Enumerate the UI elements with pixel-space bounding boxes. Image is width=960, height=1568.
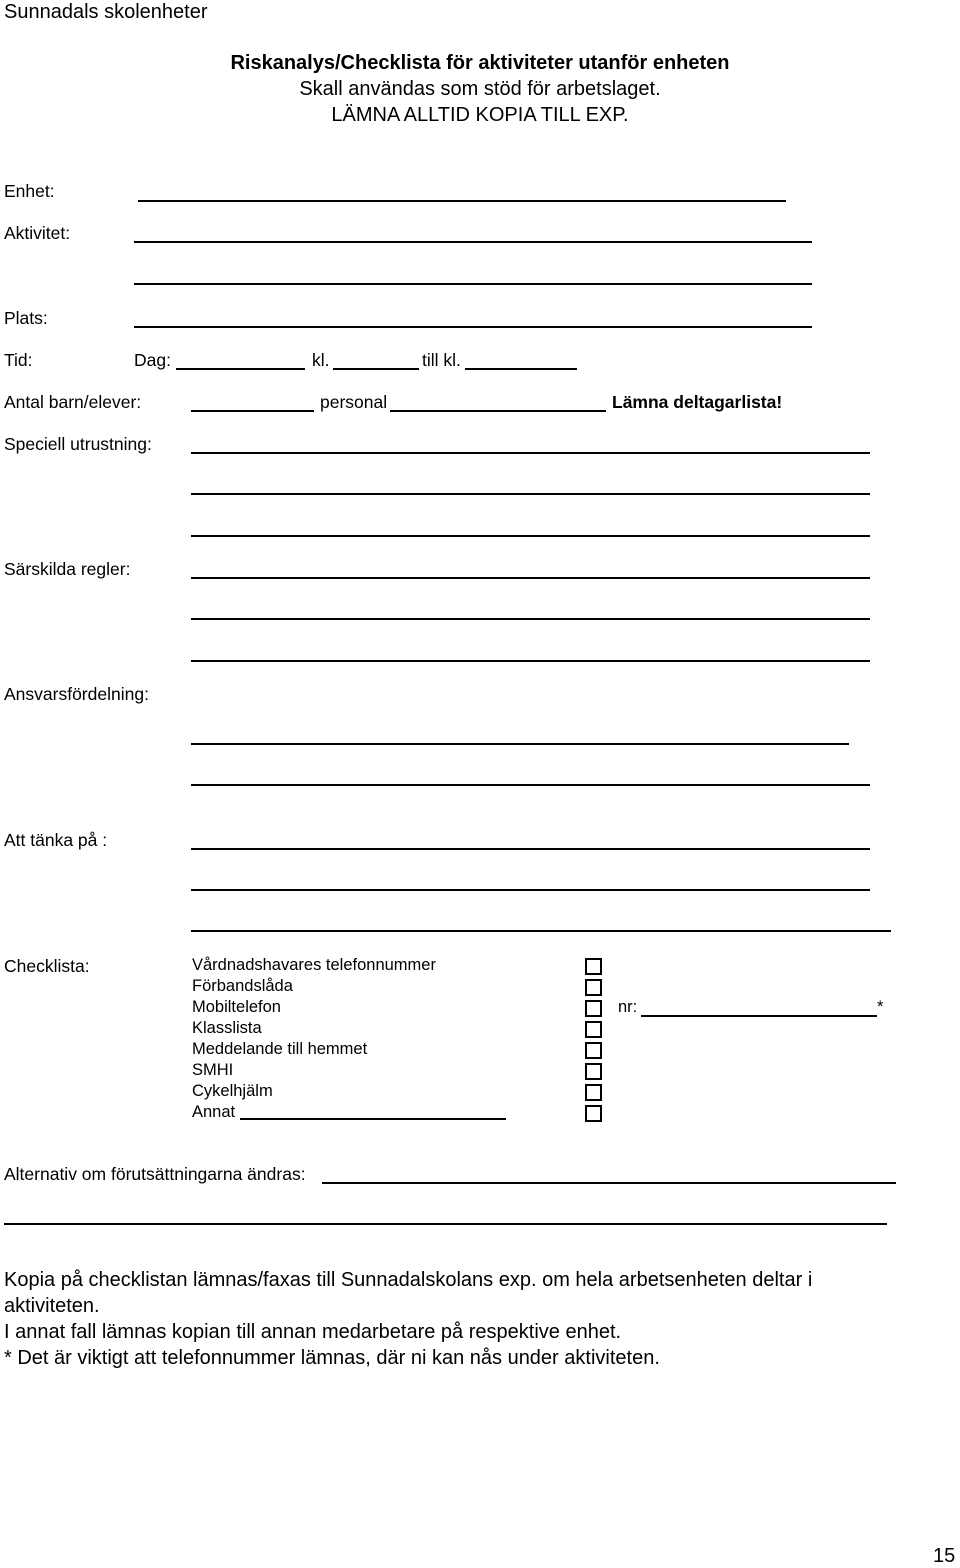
alternativ-label: Alternativ om förutsättningarna ändras:: [4, 1164, 306, 1184]
aktivitet-label: Aktivitet:: [4, 223, 71, 243]
regler-field-3[interactable]: [191, 660, 870, 662]
nr-field[interactable]: [641, 1015, 877, 1017]
ansvar-field-2[interactable]: [191, 784, 870, 786]
dag-field[interactable]: [176, 368, 305, 370]
utrustning-field-1[interactable]: [191, 452, 870, 454]
checklist-item-telefonnummer: Vårdnadshavares telefonnummer: [192, 956, 436, 974]
footer-note-3: I annat fall lämnas kopian till annan medarbetare på respektive enhet.: [4, 1321, 622, 1343]
utrustning-field-2[interactable]: [191, 493, 870, 495]
enhet-field[interactable]: [138, 200, 786, 202]
personal-field[interactable]: [390, 410, 606, 412]
aktivitet-field-1[interactable]: [134, 241, 812, 243]
school-name: Sunnadals skolenheter: [4, 1, 208, 23]
nr-asterisk: *: [877, 998, 884, 1016]
checkbox-meddelande[interactable]: [585, 1042, 602, 1059]
checklist-item-mobiltelefon: Mobiltelefon: [192, 998, 281, 1016]
utrustning-label: Speciell utrustning:: [4, 434, 152, 454]
tanka-label: Att tänka på :: [4, 830, 108, 850]
footer-note-4: * Det är viktigt att telefonnummer lämnas, där ni kan nås under aktiviteten.: [4, 1347, 660, 1369]
personal-label: personal: [320, 392, 388, 412]
nr-label: nr:: [618, 998, 638, 1016]
document-subtitle: Skall användas som stöd för arbetslaget.: [299, 78, 661, 100]
checkbox-annat[interactable]: [585, 1105, 602, 1122]
document-notice: LÄMNA ALLTID KOPIA TILL EXP.: [331, 104, 629, 126]
antal-field[interactable]: [191, 410, 314, 412]
document-title: Riskanalys/Checklista för aktiviteter utanför enheten: [230, 52, 730, 74]
checkbox-forbandslada[interactable]: [585, 979, 602, 996]
plats-field[interactable]: [134, 326, 812, 328]
till-kl-label: till kl.: [422, 350, 461, 370]
utrustning-field-3[interactable]: [191, 535, 870, 537]
antal-label: Antal barn/elever:: [4, 392, 142, 412]
till-kl-field[interactable]: [465, 368, 577, 370]
checklist-item-smhi: SMHI: [192, 1061, 234, 1079]
page-number: 15: [933, 1545, 956, 1567]
footer-note-2: aktiviteten.: [4, 1295, 100, 1317]
checkbox-telefonnummer[interactable]: [585, 958, 602, 975]
checklist-item-cykelhjalm: Cykelhjälm: [192, 1082, 273, 1100]
kl-field[interactable]: [333, 368, 419, 370]
plats-label: Plats:: [4, 308, 48, 328]
checklist-item-forbandslada: Förbandslåda: [192, 977, 293, 995]
aktivitet-field-2[interactable]: [134, 283, 812, 285]
regler-field-1[interactable]: [191, 577, 870, 579]
annat-field[interactable]: [240, 1118, 506, 1120]
checklist-item-klasslista: Klasslista: [192, 1019, 262, 1037]
dag-label: Dag:: [134, 350, 171, 370]
ansvar-field-1[interactable]: [191, 743, 849, 745]
alternativ-field-1[interactable]: [322, 1182, 896, 1184]
tanka-field-3[interactable]: [191, 930, 891, 932]
footer-note-1: Kopia på checklistan lämnas/faxas till Sunnadalskolans exp. om hela arbetsenheten deltar i: [4, 1269, 813, 1291]
checkbox-cykelhjalm[interactable]: [585, 1084, 602, 1101]
checkbox-smhi[interactable]: [585, 1063, 602, 1080]
tanka-field-1[interactable]: [191, 848, 870, 850]
regler-field-2[interactable]: [191, 618, 870, 620]
checkbox-klasslista[interactable]: [585, 1021, 602, 1038]
deltagarlista-note: Lämna deltagarlista!: [612, 392, 783, 412]
tanka-field-2[interactable]: [191, 889, 870, 891]
regler-label: Särskilda regler:: [4, 559, 131, 579]
enhet-label: Enhet:: [4, 181, 55, 201]
checklist-item-meddelande: Meddelande till hemmet: [192, 1040, 368, 1058]
alternativ-field-2[interactable]: [4, 1223, 887, 1225]
checkbox-mobiltelefon[interactable]: [585, 1000, 602, 1017]
checklist-item-annat: Annat: [192, 1103, 236, 1121]
ansvar-label: Ansvarsfördelning:: [4, 684, 149, 704]
kl-label: kl.: [312, 350, 330, 370]
checklista-label: Checklista:: [4, 956, 90, 976]
tid-label: Tid:: [4, 350, 33, 370]
